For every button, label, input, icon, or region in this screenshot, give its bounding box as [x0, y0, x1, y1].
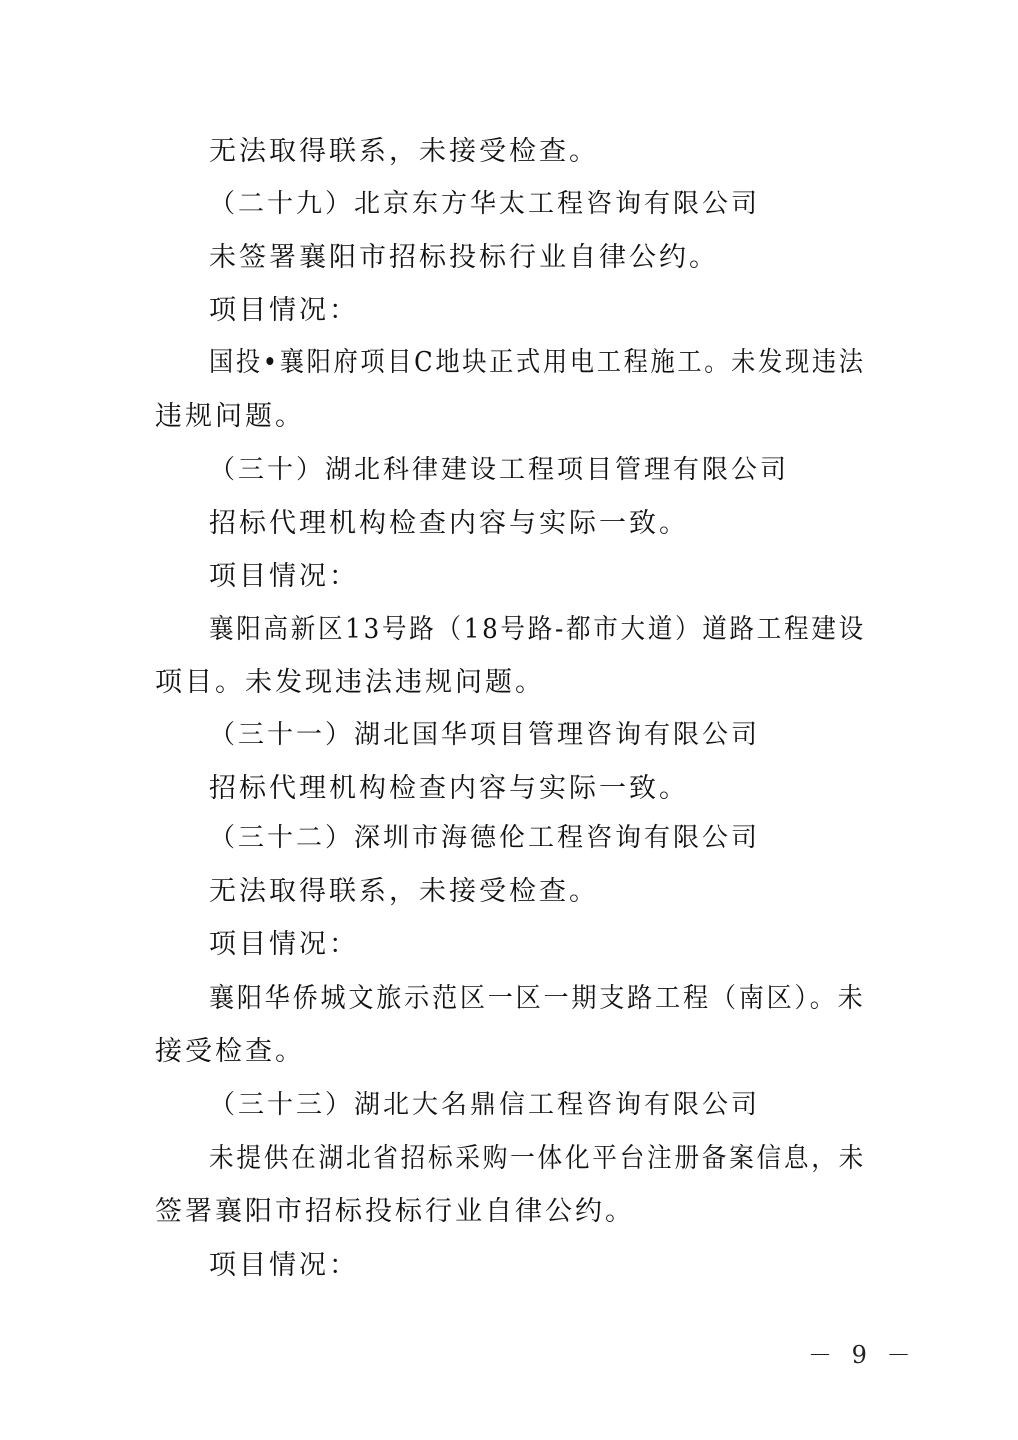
body-text: 未提供在湖北省招标采购一体化平台注册备案信息，未: [209, 1143, 866, 1174]
section-heading: （二十九）北京东方华太工程咨询有限公司: [209, 189, 761, 219]
section-heading: （三十二）深圳市海德伦工程咨询有限公司: [209, 823, 761, 853]
page-number: － 9 －: [808, 1341, 917, 1369]
label-text: 项目情况：: [209, 929, 359, 960]
body-text: 未签署襄阳市招标投标行业自律公约。: [209, 242, 719, 273]
section-heading: （三十一）湖北国华项目管理咨询有限公司: [209, 720, 761, 750]
body-text: 项目。未发现违法违规问题。: [155, 667, 545, 698]
body-text: 违规问题。: [155, 401, 305, 432]
body-text: 国投•襄阳府项目C地块正式用电工程施工。未发现违法: [209, 347, 866, 378]
section-heading: （三十三）湖北大名鼎信工程咨询有限公司: [209, 1090, 761, 1120]
label-text: 项目情况：: [209, 1250, 359, 1281]
body-text: 招标代理机构检查内容与实际一致。: [209, 508, 689, 539]
body-text: 襄阳华侨城文旅示范区一区一期支路工程（南区）。未: [209, 983, 866, 1014]
body-text: 招标代理机构检查内容与实际一致。: [209, 773, 689, 804]
label-text: 项目情况：: [209, 295, 359, 326]
body-text: 无法取得联系，未接受检查。: [209, 136, 599, 167]
body-text: 签署襄阳市招标投标行业自律公约。: [155, 1196, 635, 1227]
body-text: 无法取得联系，未接受检查。: [209, 876, 599, 907]
body-text: 接受检查。: [155, 1036, 305, 1067]
section-heading: （三十）湖北科律建设工程项目管理有限公司: [209, 455, 790, 485]
label-text: 项目情况：: [209, 561, 359, 592]
body-text: 襄阳高新区13号路（18号路-都市大道）道路工程建设: [209, 614, 866, 645]
